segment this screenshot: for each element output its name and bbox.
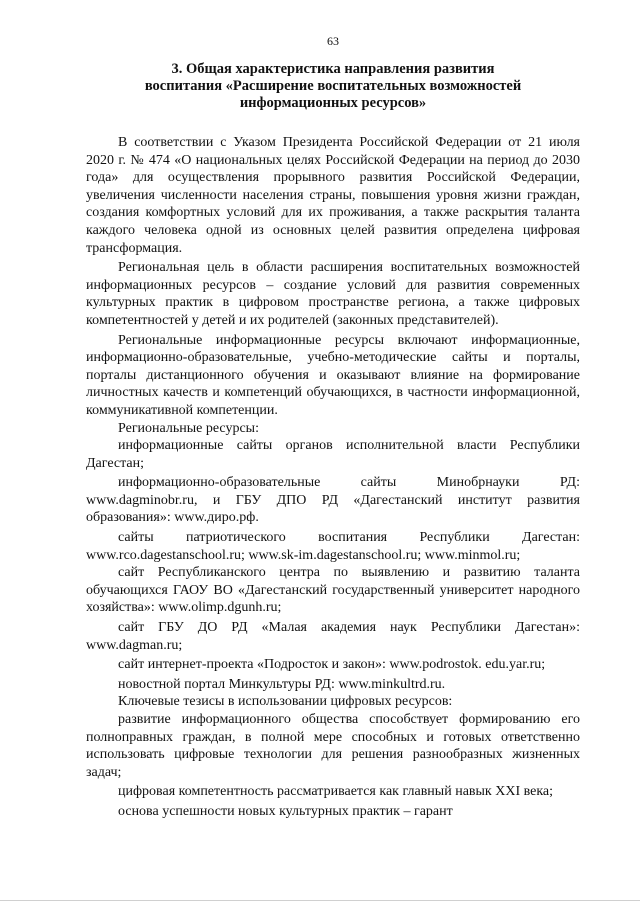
section-title-line-2: воспитания «Расширение воспитательных возможностей (144, 78, 522, 94)
list-item-academy-site: сайт ГБУ ДО РД «Малая академия наук Республики Дагестан»: www.dagman.ru; (86, 620, 580, 653)
list-item-education-sites: информационно-образовательные сайты Минобрнауки РД: www.dagminobr.ru, и ГБУ ДПО РД «Дагестанский институт развития образования»: www.диро.рф. (86, 475, 580, 526)
paragraph-regional-resources-include: Региональные информационные ресурсы включают информационные, информационно-образовательные, учебно-методические сайты и порталы, порталы дистанционного обучения и оказывают влияние на формирование личностных качеств и компетенций обучающихся, в частности информационной, коммуникативной компетенции. (86, 332, 580, 418)
section-title-line-1: 3. Общая характеристика направления развития (171, 61, 495, 77)
page-number: 63 (327, 34, 339, 48)
list-item-cultural-practices: основа успешности новых культурных практик – гарант (118, 803, 453, 819)
list-item-information-society: развитие информационного общества способствует формированию его полноправных граждан, в полной мере способных и готовых ответственно использовать цифровые технологии для решения разнообразных жизненных задач; (86, 712, 580, 780)
list-item-government-sites: информационные сайты органов исполнительной власти Республики Дагестан; (86, 438, 580, 471)
bottom-rule (0, 900, 640, 901)
paragraph-key-theses-heading: Ключевые тезисы в использовании цифровых ресурсов: (118, 694, 453, 710)
paragraph-decree: В соответствии с Указом Президента Российской Федерации от 21 июля 2020 г. № 474 «О национальных целях Российской Федерации на период до 2030 года» для осуществления прорывного развития Российской Федерации, увеличения численности населения страны, повышения уровня жизни граждан, создания комфортных условий для их проживания, а также раскрытия таланта каждого человека одной из основных целей развития определена цифровая трансформация. (86, 135, 580, 256)
list-item-talent-center-site: сайт Республиканского центра по выявлению и развитию таланта обучающихся ГАОУ ВО «Дагестанский государственный университет народного хозяйства»: www.olimp.dgunh.ru; (86, 565, 580, 616)
list-item-culture-portal: новостной портал Минкультуры РД: www.minkultrd.ru. (118, 676, 446, 692)
paragraph-regional-goal: Региональная цель в области расширения воспитательных возможностей информационных ресурсов – создание условий для развития современных культурных практик в цифровом пространстве региона, а также цифровых компетентностей у детей и их родителей (законных представителей). (86, 260, 580, 328)
body-text (86, 134, 580, 821)
paragraph-regional-resources-heading: Региональные ресурсы: (118, 420, 259, 436)
section-title (86, 61, 580, 112)
list-item-teen-law-site: сайт интернет-проекта «Подросток и закон»: www.podrostok. edu.yar.ru; (118, 657, 546, 673)
list-item-digital-competence: цифровая компетентность рассматривается как главный навык XXI века; (118, 784, 554, 800)
section-title-line-3: информационных ресурсов» (239, 95, 427, 111)
list-item-patriotic-sites: сайты патриотического воспитания Республики Дагестан: www.rco.dagestanschool.ru; www.sk-im.dagestanschool.ru; www.minmol.ru; (86, 530, 580, 563)
